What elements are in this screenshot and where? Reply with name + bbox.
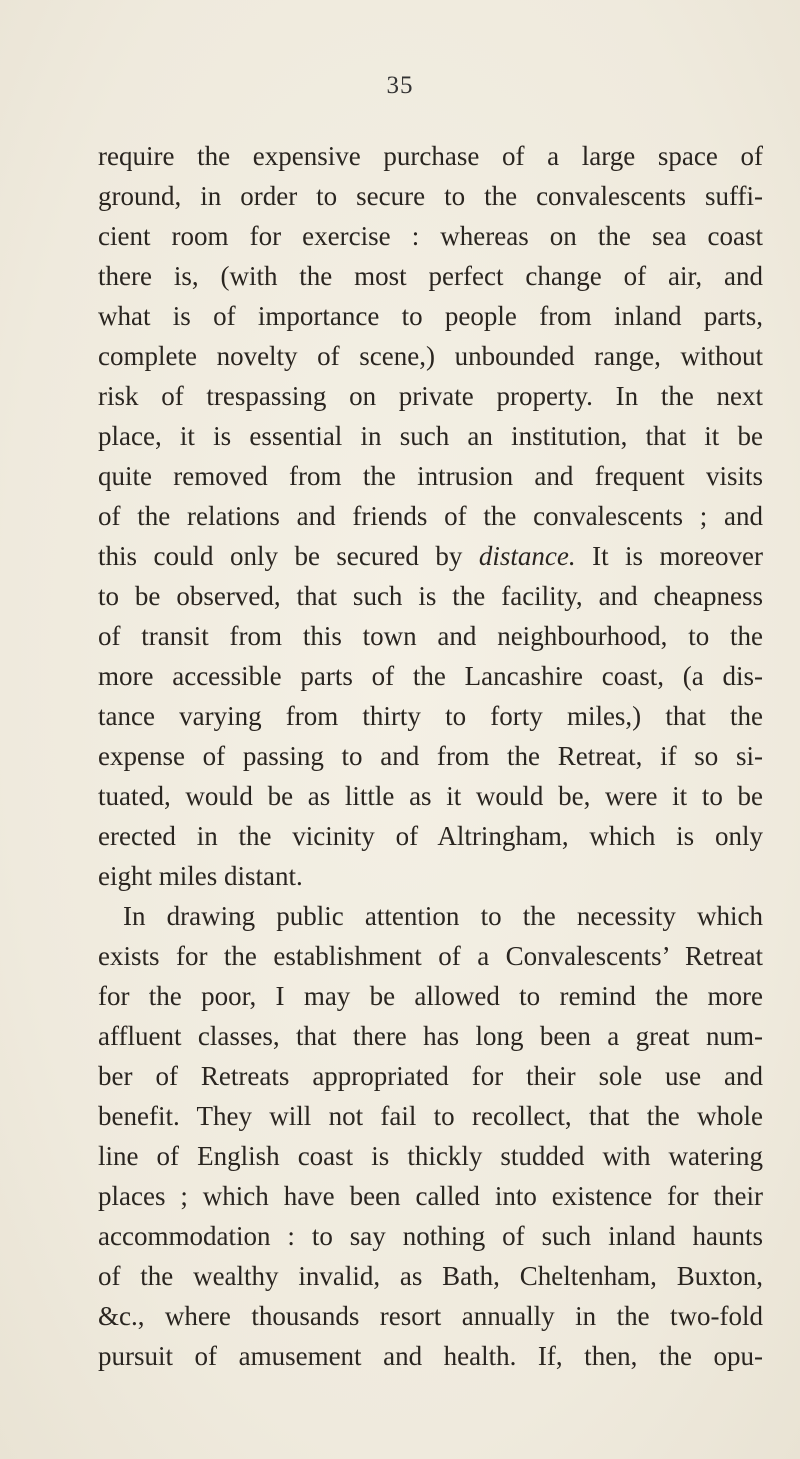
text-line: more accessible parts of the Lancashire coast, (a dis- bbox=[98, 661, 763, 691]
text-line: ber of Retreats appropriated for their sole use and bbox=[98, 1061, 763, 1091]
text-run: this could only be secured by bbox=[98, 541, 479, 571]
text-line: cient room for exercise : whereas on the sea coast bbox=[98, 221, 763, 251]
text-line bbox=[98, 536, 763, 576]
text-line: for the poor, I may be allowed to remind the more bbox=[98, 981, 763, 1011]
text-line: places ; which have been called into existence for their bbox=[98, 1181, 763, 1211]
text-line: expense of passing to and from the Retreat, if so si- bbox=[98, 741, 763, 771]
text-line: there is, (with the most perfect change of air, and bbox=[98, 261, 763, 291]
text-line: to be observed, that such is the facility, and cheapness bbox=[98, 581, 763, 611]
text-line: line of English coast is thickly studded with watering bbox=[98, 1141, 763, 1171]
text-line: of transit from this town and neighbourhood, to the bbox=[98, 621, 763, 651]
text-line: In drawing public attention to the necessity which bbox=[123, 901, 763, 931]
text-line: ground, in order to secure to the convalescents suffi- bbox=[98, 181, 763, 211]
text-line: require the expensive purchase of a large space of bbox=[98, 141, 763, 171]
text-line: pursuit of amusement and health. If, then, the opu- bbox=[98, 1341, 763, 1371]
italic-text: distance. bbox=[478, 541, 576, 571]
text-line: &c., where thousands resort annually in the two-fold bbox=[98, 1301, 763, 1331]
text-line: of the wealthy invalid, as Bath, Cheltenham, Buxton, bbox=[98, 1261, 763, 1291]
text-line: complete novelty of scene,) unbounded range, without bbox=[98, 341, 763, 371]
text-line: eight miles distant. bbox=[98, 861, 303, 891]
text-line: benefit. They will not fail to recollect, that the whole bbox=[98, 1101, 763, 1131]
text-run: It is moreover bbox=[575, 541, 764, 571]
text-line: what is of importance to people from inland parts, bbox=[98, 301, 763, 331]
text-line: accommodation : to say nothing of such inland haunts bbox=[98, 1221, 763, 1251]
text-line: tuated, would be as little as it would be, were it to be bbox=[98, 781, 763, 811]
text-line: quite removed from the intrusion and frequent visits bbox=[98, 461, 763, 491]
text-line: of the relations and friends of the convalescents ; and bbox=[98, 501, 763, 531]
text-line: affluent classes, that there has long been a great num- bbox=[98, 1021, 763, 1051]
text-line: risk of trespassing on private property. In the next bbox=[98, 381, 763, 411]
text-line: place, it is essential in such an institution, that it be bbox=[98, 421, 763, 451]
page-number: 35 bbox=[386, 72, 414, 99]
text-line: tance varying from thirty to forty miles,) that the bbox=[98, 701, 763, 731]
text-line: exists for the establishment of a Convalescents’ Retreat bbox=[98, 941, 763, 971]
text-line: erected in the vicinity of Altringham, which is only bbox=[98, 821, 763, 851]
